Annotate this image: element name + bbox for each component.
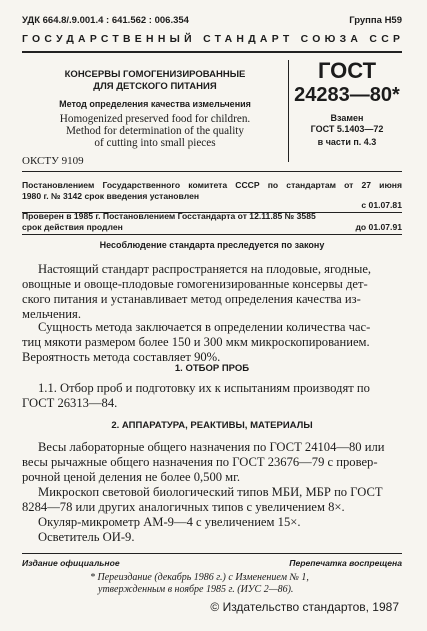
title-ru-line1: КОНСЕРВЫ ГОМОГЕНИЗИРОВАННЫЕ bbox=[64, 69, 246, 80]
text-line: рочной ценой деления не более 0,500 мг. bbox=[22, 470, 241, 484]
text-line: Весы лабораторные общего назначения по ГОСТ 24104—80 или bbox=[38, 440, 385, 454]
official-edition: Издание официальное bbox=[22, 558, 120, 568]
gost-number: 24283—80* bbox=[294, 84, 400, 106]
header-rule bbox=[22, 51, 402, 53]
text-line: Микроскоп световой биологический типов МБИ, МБР по ГОСТ bbox=[38, 485, 383, 499]
text-line: весы рычажные общего назначения по ГОСТ 23676—79 с провер- bbox=[22, 455, 378, 469]
section-1-heading: 1. ОТБОР ПРОБ bbox=[174, 363, 250, 374]
decree-line2: 1980 г. № 3142 срок введения установлен bbox=[22, 191, 200, 201]
udk-code: УДК 664.8/.9.001.4 : 641.562 : 006.354 bbox=[22, 15, 189, 26]
title-en-line2: Method for determination of the quality bbox=[65, 125, 245, 137]
replaced-gost: ГОСТ 5.1403—72 bbox=[310, 124, 384, 134]
group-code: Группа Н59 bbox=[349, 15, 402, 26]
text-line: тиц мякоти размером более 150 и 300 мкм микроскопированием. bbox=[22, 335, 370, 349]
decree-date1: с 01.07.81 bbox=[361, 200, 402, 210]
text-line: 8284—78 или других аналогичных типов с увеличением 8×. bbox=[22, 500, 345, 514]
section-2-heading: 2. АППАРАТУРА, РЕАКТИВЫ, МАТЕРИАЛЫ bbox=[111, 420, 313, 431]
text-line: ского питания и устанавливает метод определения качества из- bbox=[22, 292, 361, 306]
title-en-line3: of cutting into small pieces bbox=[94, 137, 216, 149]
section-2-paragraph-3 bbox=[22, 515, 400, 530]
legal-warning: Несоблюдение стандарта преследуется по закону bbox=[99, 240, 325, 250]
decree-line3: Проверен в 1985 г. Постановлением Госстандарта от 12.11.85 № 3585 bbox=[22, 211, 316, 221]
reissue-note-line2: утвержденным в ноябре 1985 г. (ИУС 2—86). bbox=[98, 584, 294, 595]
section-2-paragraph-2 bbox=[22, 485, 400, 515]
intro-paragraph-1 bbox=[22, 262, 400, 322]
text-line: Окуляр-микрометр АМ-9—4 с увеличением 15×. bbox=[38, 515, 301, 529]
replaces-label: Взамен bbox=[330, 113, 364, 123]
text-line: овощные и овоще-плодовые гомогенизированные консервы дет- bbox=[22, 277, 368, 291]
title-divider bbox=[288, 60, 289, 162]
decree-line1: Постановлением Государственного комитета СССР по стандартам от 27 июня bbox=[22, 180, 402, 190]
decree-bottom-rule bbox=[22, 234, 402, 235]
gost-label: ГОСТ bbox=[317, 58, 377, 83]
text-line: ГОСТ 26313—84. bbox=[22, 396, 118, 410]
footer-rule bbox=[22, 553, 402, 554]
decree-top-rule bbox=[22, 171, 402, 172]
title-en-line1: Homogenized preserved food for children. bbox=[59, 113, 251, 125]
section-1-paragraph bbox=[22, 381, 400, 411]
intro-paragraph-2 bbox=[22, 320, 400, 365]
title-ru-method: Метод определения качества измельчения bbox=[59, 99, 251, 109]
copyright: © Издательство стандартов, 1987 bbox=[210, 600, 399, 614]
section-2-paragraph-4 bbox=[22, 530, 400, 545]
text-line: Сущность метода заключается в определении количества час- bbox=[38, 320, 371, 334]
text-line: Настоящий стандарт распространяется на плодовые, ягодные, bbox=[38, 262, 372, 276]
section-2-paragraph-1 bbox=[22, 440, 400, 485]
decree-line4: срок действия продлен bbox=[22, 222, 123, 232]
decree-date2: до 01.07.91 bbox=[355, 222, 402, 232]
text-line: 1.1. Отбор проб и подготовку их к испытаниям производят по bbox=[38, 381, 370, 395]
text-line: Вероятность метода составляет 90%. bbox=[22, 350, 221, 364]
standard-banner: ГОСУДАРСТВЕННЫЙ СТАНДАРТ СОЮЗА ССР bbox=[22, 34, 405, 45]
okstu-code: ОКСТУ 9109 bbox=[22, 155, 84, 167]
reprint-prohibited: Перепечатка воспрещена bbox=[289, 558, 402, 568]
text-line: мельчения. bbox=[22, 307, 81, 321]
title-ru-line2: ДЛЯ ДЕТСКОГО ПИТАНИЯ bbox=[93, 81, 217, 92]
text-line: Осветитель ОИ-9. bbox=[38, 530, 135, 544]
replaced-part: в части п. 4.3 bbox=[317, 137, 377, 147]
reissue-note-line1: * Переиздание (декабрь 1986 г.) с Изменением № 1, bbox=[90, 572, 309, 583]
